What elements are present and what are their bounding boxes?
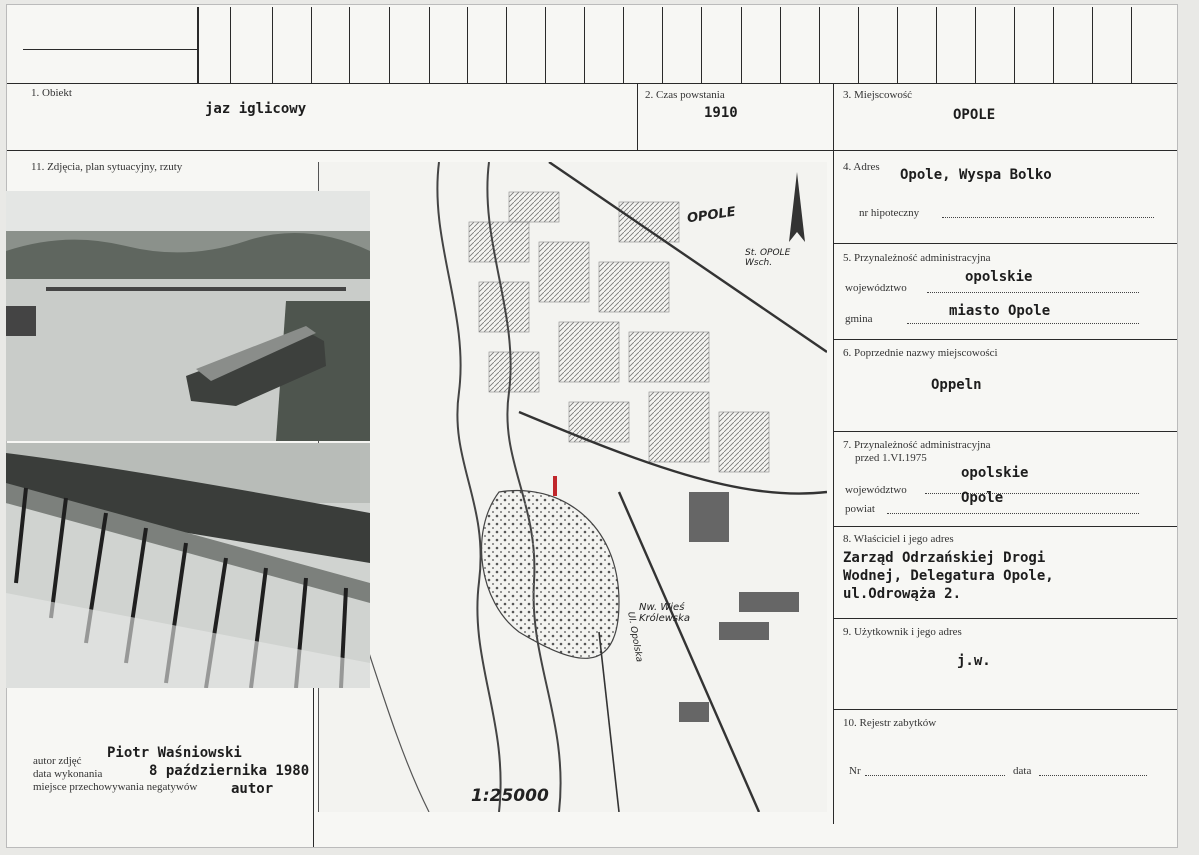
grid-cell-divider	[701, 7, 702, 83]
grid-cell-divider	[311, 7, 312, 83]
rejestr-data-line	[1039, 775, 1147, 776]
czas-value: 1910	[704, 105, 738, 121]
rejestr-nr-label: Nr	[849, 765, 861, 777]
map-station-label: St. OPOLE Wsch.	[745, 248, 791, 268]
grid-cell-divider	[467, 7, 468, 83]
powiat-value: Opole	[961, 490, 1004, 506]
grid-cell-divider	[897, 7, 898, 83]
photo-weir	[6, 443, 370, 688]
right-column-divider	[833, 84, 834, 824]
wojewodztwo-label: województwo	[845, 282, 907, 294]
rejestr-nr-line	[865, 775, 1005, 776]
photo-barge	[6, 191, 370, 441]
grid-cell-divider	[1092, 7, 1093, 83]
row1-bottom-line	[7, 150, 1177, 151]
uzytkownik-label: 9. Użytkownik i jego adres	[843, 626, 962, 638]
map-city-label: OPOLE	[686, 204, 737, 227]
autor-label: autor zdjęć	[33, 755, 82, 767]
powiat-label: powiat	[845, 503, 875, 515]
przynaleznosc-label: 5. Przynależność administracyjna	[843, 252, 991, 264]
row1-divider	[637, 84, 638, 150]
miejscowosc-label: 3. Miejscowość	[843, 89, 913, 101]
divider	[833, 709, 1177, 710]
zdjecia-label: 11. Zdjęcia, plan sytuacyjny, rzuty	[31, 161, 183, 173]
map-street-label: Ul. Opolska	[625, 611, 644, 663]
rejestr-data-label: data	[1013, 765, 1032, 777]
grid-cell-divider	[623, 7, 624, 83]
grid-cell-divider	[272, 7, 273, 83]
gmina-line	[907, 323, 1139, 324]
poprzednie-value: Oppeln	[931, 377, 982, 393]
divider	[833, 618, 1177, 619]
uzytkownik-value: j.w.	[957, 653, 991, 669]
autor-value: Piotr Waśniowski	[107, 745, 242, 761]
wojewodztwo-1975-value: opolskie	[961, 465, 1029, 481]
grid-cell-divider	[662, 7, 663, 83]
divider	[833, 243, 1177, 244]
obiekt-label: 1. Obiekt	[31, 87, 72, 99]
poprzednie-label: 6. Poprzednie nazwy miejscowości	[843, 347, 998, 359]
przynaleznosc-1975-label: 7. Przynależność administracyjna	[843, 439, 991, 451]
grid-cell-divider	[349, 7, 350, 83]
grid-cell-divider	[584, 7, 585, 83]
wojewodztwo-line	[927, 292, 1139, 293]
gmina-label: gmina	[845, 313, 873, 325]
miejsce-label: miejsce przechowywania negatywów	[33, 781, 198, 793]
grid-cell-divider	[1014, 7, 1015, 83]
obiekt-value: jaz iglicowy	[205, 101, 307, 117]
wojewodztwo-1975-label: województwo	[845, 484, 907, 496]
grid-cell-divider	[545, 7, 546, 83]
grid-cell-divider	[1053, 7, 1054, 83]
footer-divider	[313, 687, 314, 847]
divider	[833, 526, 1177, 527]
wlasciciel-line-2: Wodnej, Delegatura Opole,	[843, 568, 1054, 584]
wojewodztwo-value: opolskie	[965, 269, 1033, 285]
wlasciciel-line-1: Zarząd Odrzańskiej Drogi	[843, 550, 1046, 566]
data-value: 8 października 1980	[149, 763, 310, 779]
grid-cell-divider	[1131, 7, 1132, 83]
grid-cell-divider	[936, 7, 937, 83]
grid-cell-divider	[975, 7, 976, 83]
czas-label: 2. Czas powstania	[645, 89, 725, 101]
grid-cell-divider	[506, 7, 507, 83]
wlasciciel-label: 8. Właściciel i jego adres	[843, 533, 954, 545]
wojewodztwo-1975-line	[925, 493, 1139, 494]
hipoteczny-label: nr hipoteczny	[859, 207, 920, 219]
grid-cell-divider	[429, 7, 430, 83]
data-label: data wykonania	[33, 768, 103, 780]
adres-value: Opole, Wyspa Bolko	[900, 167, 1052, 183]
divider	[833, 339, 1177, 340]
grid-cell-divider	[819, 7, 820, 83]
grid-cell-divider	[741, 7, 742, 83]
situation-map	[318, 162, 827, 812]
top-grid-bottom-line	[7, 83, 1177, 84]
rejestr-label: 10. Rejestr zabytków	[843, 717, 937, 729]
miejsce-value: autor	[231, 781, 274, 797]
grid-cell-divider	[389, 7, 390, 83]
przed-1975-label: przed 1.VI.1975	[855, 452, 927, 464]
miejscowosc-value: OPOLE	[953, 107, 996, 123]
grid-cell-divider	[858, 7, 859, 83]
divider	[833, 431, 1177, 432]
grid-line	[23, 49, 199, 50]
grid-line	[197, 7, 199, 83]
wlasciciel-line-3: ul.Odrowąża 2.	[843, 586, 962, 602]
grid-cell-divider	[230, 7, 231, 83]
powiat-line	[887, 513, 1139, 514]
map-district-label: Nw. Wieś Królewska	[639, 602, 691, 624]
adres-label: 4. Adres	[843, 161, 880, 173]
map-scale: 1:25000	[471, 786, 549, 806]
gmina-value: miasto Opole	[949, 303, 1051, 319]
weir-marker	[553, 476, 557, 496]
grid-cell-divider	[780, 7, 781, 83]
hipoteczny-line	[942, 217, 1154, 218]
